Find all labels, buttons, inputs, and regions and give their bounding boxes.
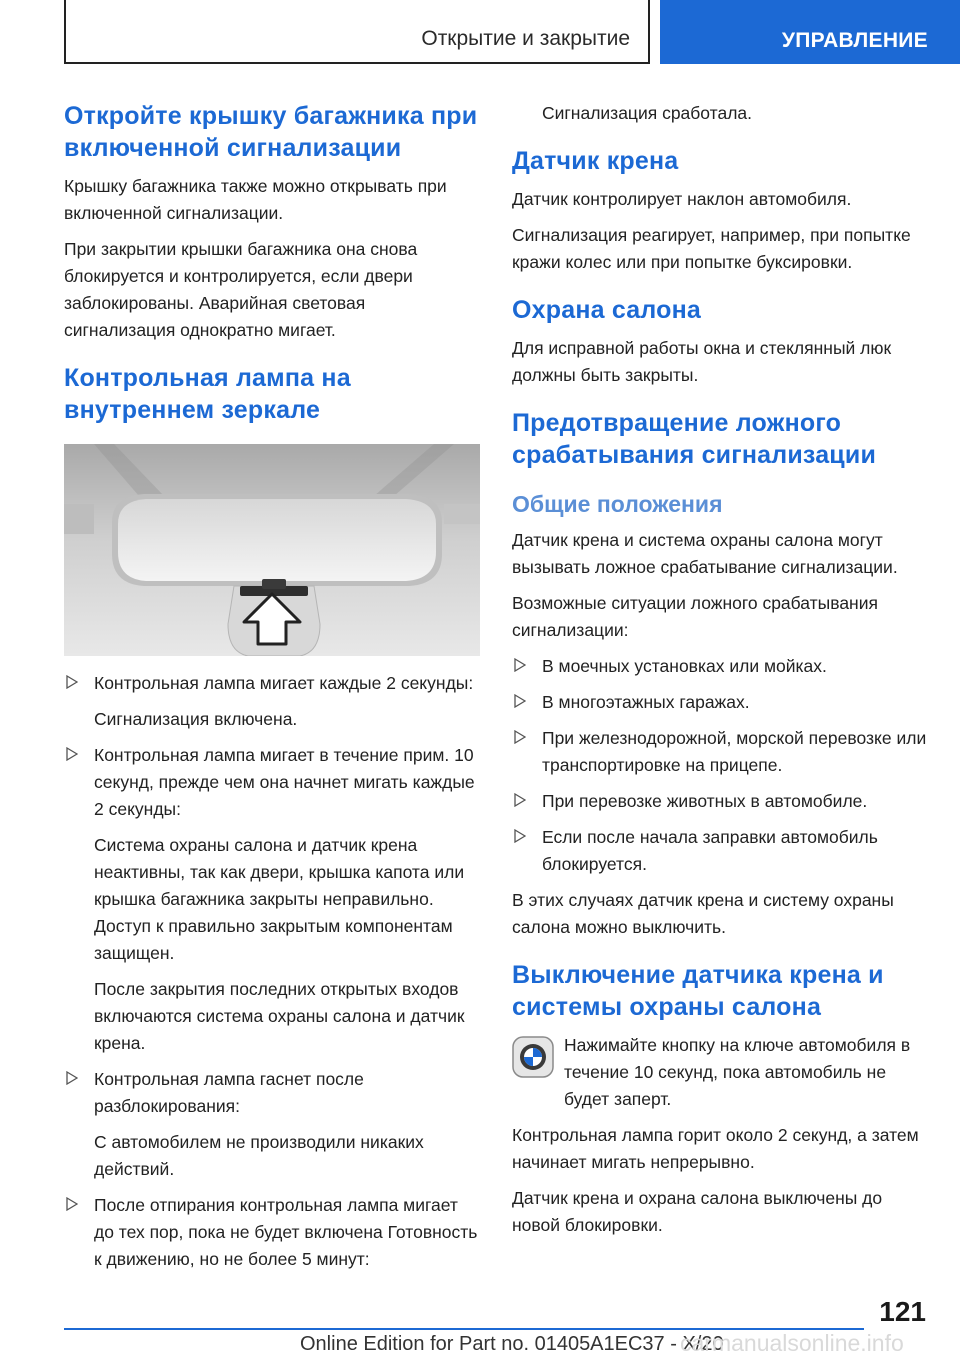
- indicator-list: [64, 670, 480, 697]
- triangle-bullet-icon: [514, 793, 526, 807]
- list-item-text: В моечных установках или мойках.: [542, 656, 827, 676]
- triangle-bullet-icon: [514, 694, 526, 708]
- right-column: [512, 100, 928, 1248]
- paragraph: Для исправной работы окна и стеклянный люк должны быть закрыты.: [512, 338, 892, 385]
- list-item-text: При железнодорожной, морской перевозке или транспортировке на прицепе.: [542, 728, 927, 775]
- list-item-text: Контрольная лампа гаснет после разблокирования:: [94, 1069, 364, 1116]
- triangle-bullet-icon: [514, 829, 526, 843]
- page-number: 121: [879, 1296, 926, 1327]
- list-item: [512, 653, 928, 680]
- header-section-title: Открытие и закрытие: [421, 27, 630, 50]
- footer-edition: Online Edition for Part no. 01405A1EC37 - X/20: [300, 1333, 724, 1355]
- section-title-indicator: Контрольная лампа на внутреннем зеркале: [64, 364, 351, 424]
- bmw-key-button-icon: [512, 1036, 554, 1078]
- section-title-trunk: Откройте крышку багажника при включенной сигнализации: [64, 102, 478, 162]
- list-item-text: После отпирания контрольная лампа мигает до тех пор, пока не будет включена Готовность к движению, но не более 5 минут:: [94, 1195, 478, 1269]
- false-alarm-list: [512, 653, 928, 878]
- paragraph: Контрольная лампа горит около 2 секунд, а затем начинает мигать непрерывно.: [512, 1125, 919, 1172]
- key-instruction: [512, 1032, 928, 1113]
- list-item: [64, 1192, 480, 1273]
- section-title-deactivate: Выключение датчика крена и системы охраны салона: [512, 961, 884, 1021]
- paragraph: Сигнализация реагирует, например, при попытке кражи колес или при попытке буксировки.: [512, 225, 911, 272]
- list-subtext: С автомобилем не производили никаких действий.: [94, 1132, 424, 1179]
- list-subtext: После закрытия последних открытых входов включаются система охраны салона и датчик крена.: [94, 979, 465, 1053]
- list-item: [512, 788, 928, 815]
- left-column: [64, 100, 480, 1282]
- watermark: carmanualsonline.info: [680, 1330, 904, 1356]
- list-subtext: Сигнализация сработала.: [542, 103, 753, 123]
- list-item-text: При перевозке животных в автомобиле.: [542, 791, 868, 811]
- header-section-tab: [64, 0, 650, 64]
- list-item: [64, 670, 480, 697]
- header-chapter-tab: [660, 0, 960, 64]
- list-item: [512, 725, 928, 779]
- paragraph: В этих случаях датчик крена и систему охраны салона можно выключить.: [512, 890, 894, 937]
- list-item-text: Контрольная лампа мигает каждые 2 секунды:: [94, 673, 474, 693]
- paragraph: Датчик крена и охрана салона выключены до новой блокировки.: [512, 1188, 883, 1235]
- triangle-bullet-icon: [66, 675, 78, 689]
- paragraph: Нажимайте кнопку на ключе автомобиля в течение 10 секунд, пока автомобиль не будет заперт.: [564, 1035, 911, 1109]
- list-item: [512, 689, 928, 716]
- list-subtext: Система охраны салона и датчик крена неактивны, так как двери, крышка капота или крышка багажника закрыты неправильно. Доступ к правильно закрытым компонентам защищен.: [94, 835, 465, 963]
- triangle-bullet-icon: [514, 730, 526, 744]
- triangle-bullet-icon: [66, 1197, 78, 1211]
- paragraph: Датчик крена и система охраны салона могут вызывать ложное срабатывание сигнализации.: [512, 530, 898, 577]
- section-title-interior-protection: Охрана салона: [512, 296, 702, 324]
- list-item-text: Контрольная лампа мигает в течение прим. 10 секунд, прежде чем она начнет мигать каждые 2 секунды:: [94, 745, 475, 819]
- header-chapter-title: УПРАВЛЕНИЕ: [781, 29, 928, 52]
- list-item-text: Если после начала заправки автомобиль блокируется.: [542, 827, 878, 874]
- list-item: [64, 742, 480, 823]
- subsection-title-general: Общие положения: [512, 491, 723, 517]
- paragraph: Крышку багажника также можно открывать при включенной сигнализации.: [64, 176, 447, 223]
- paragraph: При закрытии крышки багажника она снова блокируется и контролируется, если двери заблокированы. Аварийная световая сигнализация однократно мигает.: [64, 239, 418, 340]
- section-title-tilt-sensor: Датчик крена: [512, 147, 679, 175]
- paragraph: Возможные ситуации ложного срабатывания сигнализации:: [512, 593, 878, 640]
- list-item-text: В многоэтажных гаражах.: [542, 692, 750, 712]
- list-item: [64, 1066, 480, 1120]
- triangle-bullet-icon: [514, 658, 526, 672]
- list-subtext: Сигнализация включена.: [94, 709, 298, 729]
- paragraph: Датчик контролирует наклон автомобиля.: [512, 189, 852, 209]
- triangle-bullet-icon: [66, 747, 78, 761]
- mirror-illustration: [64, 444, 480, 656]
- triangle-bullet-icon: [66, 1071, 78, 1085]
- list-item: [512, 824, 928, 878]
- section-title-false-alarm: Предотвращение ложного срабатывания сигнализации: [512, 409, 877, 469]
